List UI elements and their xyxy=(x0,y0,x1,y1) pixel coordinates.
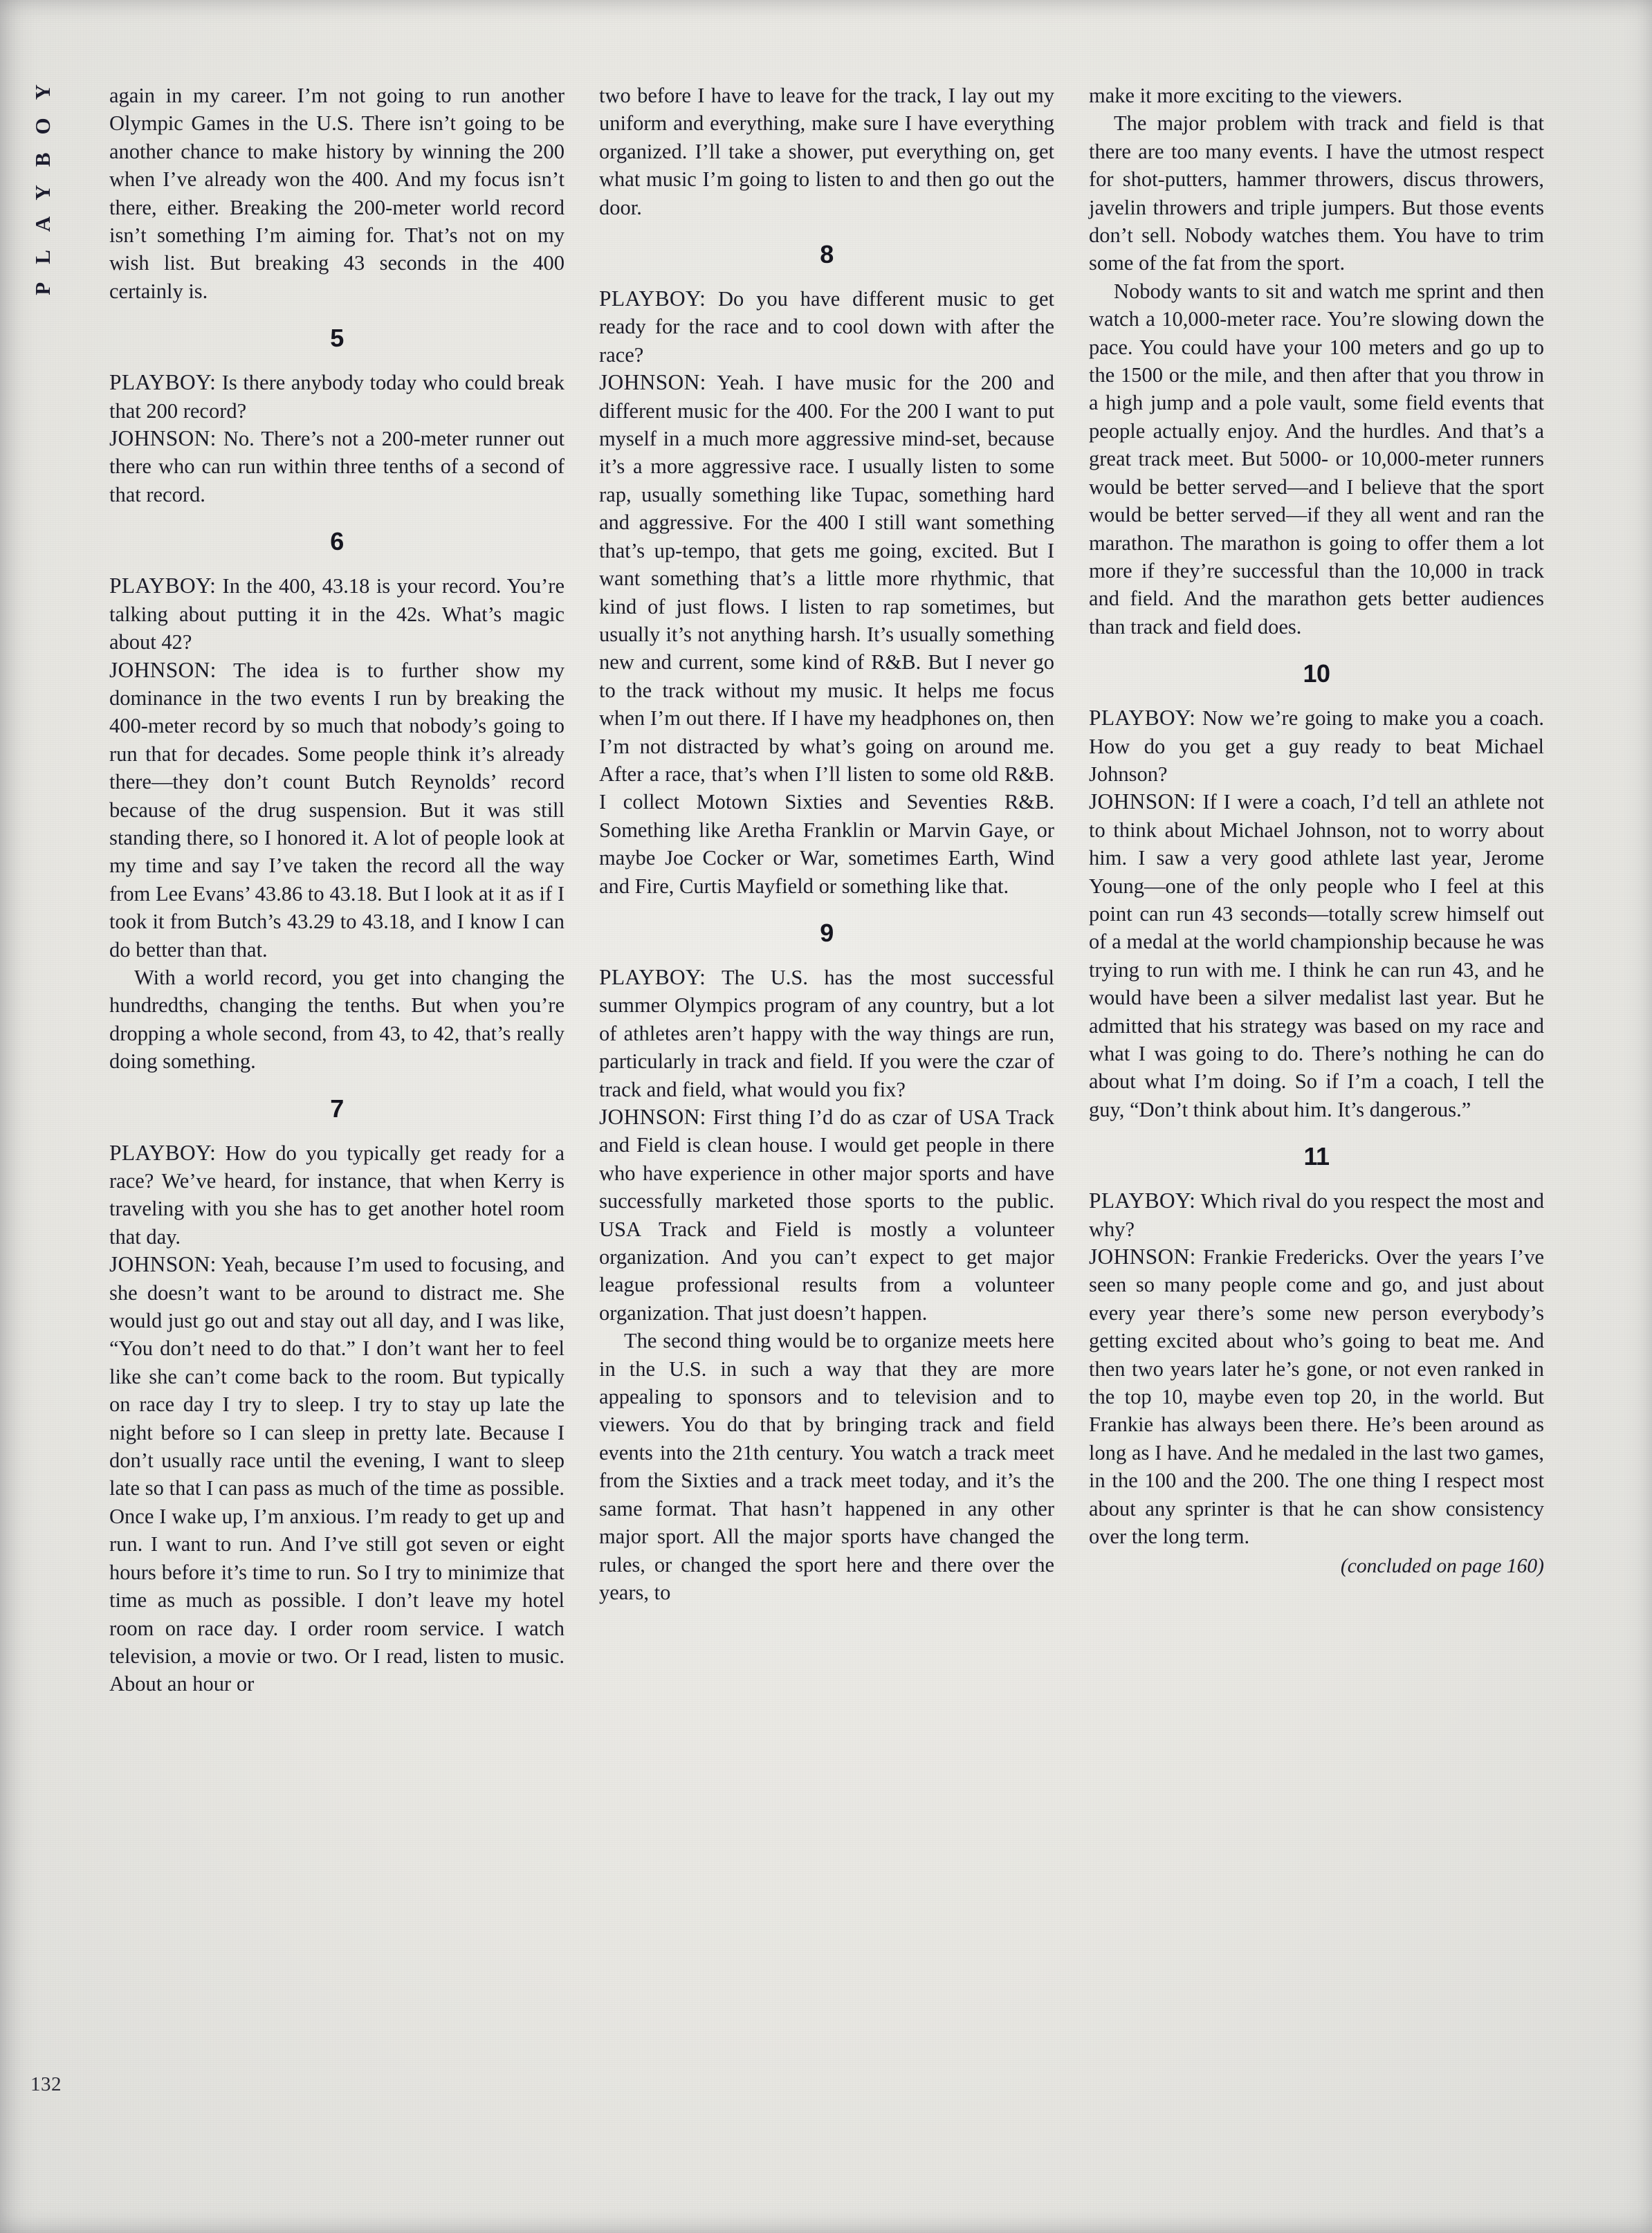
question-text: Which rival do you respect the most and why? xyxy=(1089,1189,1544,1241)
section-number-11: 11 xyxy=(1303,1142,1330,1171)
paragraph-2: The major problem with track and field is that there are too many events. I have the utmost respect for shot-putters, hammer throwers, discus throwers, javelin throwers and triple jumpers. But those events don’t sell. Nobody watches them. You have to trim some of the fat from the sport. xyxy=(1089,111,1544,275)
question-text: Now we’re going to make you a coach. How do you get a guy ready to beat Michael Johnson? xyxy=(1089,706,1544,786)
answer-text: Yeah. I have music for the 200 and different music for the 400. For the 200 I want to put myself in a much more aggressive mind-set, because it’s a more aggressive race. I usually listen to some rap, usually something like Tupac, something hard and aggressive. For the 400 I still want something that’s up-tempo, that gets me going, excited. But I want something that’s a little more rhythmic, that kind of just flows. I listen to rap sometimes, but usually it’s not anything harsh. It’s usually something new and current, some kind of R&B. But I never go to the track without my music. It helps me focus when I’m out there. If I have my headphones on, then I’m not distracted by what’s going on around me. After a race, that’s when I’ll listen to some old R&B. I collect Motown Sixties and Seventies R&B. Something like Aretha Franklin or Marvin Gaye, or maybe Joe Cocker or War, sometimes Earth, Wind and Fire, Curtis Mayfield or something like that. xyxy=(599,371,1055,898)
speaker-label-johnson: JOHNSON: xyxy=(109,657,217,682)
answer-text: Yeah, because I’m used to focusing, and she doesn’t want to be around to distract me. She would just go out and stay out all day, and I was like, “You don’t need to do that.” I don’t want her to feel like she can’t come back to the room. But typically on race day I try to sleep. I try to stay up late the night before so I can sleep in pretty late. Because I don’t usually race until the evening, I want to sleep late so that I can pass as much of the time as possible. Once I wake up, I’m anxious. I’m ready to get up and run. I want to run. And I’ve still got seven or eight hours before it’s time to run. So I try to minimize that time as much as possible. I don’t leave my hotel room on race day. I order room service. I watch television, a movie or two. Or I read, listen to music. About an hour or xyxy=(109,1253,565,1696)
qa-block-9-answer-continued: The second thing would be to organize meets here in the U.S. in such a way that they are more appealing to sponsors and to television and to viewers. You do that by bringing track and field events into the 21th century. You watch a track meet from the Sixties and a track meet today, and it’s the same format. That hasn’t happened in any other major sport. All the major sports have changed the rules, or changed the sport here and there over the years, to xyxy=(599,1329,1054,1604)
speaker-label-johnson: JOHNSON: xyxy=(599,1105,706,1129)
qa-block-6-answer-continued: With a world record, you get into changing the hundredths, changing the tenths. But when you’re dropping a whole second, from 43, to 42, that’s really doing something. xyxy=(109,965,565,1074)
qa-block-7-answer xyxy=(109,1251,565,1698)
paragraph-3: Nobody wants to sit and watch me sprint and then watch a 10,000-meter race. You’re slowing down the pace. You could have your 100 meters and go up to the 1500 or the mile, and then after that you throw in a high jump and a pole vault, some field events that people actually enjoy. And the hurdles. And that’s a great track meet. But 5000- or 10,000-meter runners would be better served—and I believe that the sport would be better served—if they all went and ran the marathon. The marathon is going to offer them a lot more if they’re successful than the 10,000 in track and field. And the marathon gets better audiences than track and field does. xyxy=(1089,279,1544,638)
qa-block-6-question xyxy=(109,572,565,656)
qa-block-10-answer xyxy=(1089,788,1544,1123)
text-column-1 xyxy=(109,82,565,1698)
speaker-label-johnson: JOHNSON: xyxy=(1089,1244,1196,1269)
section-number-7: 7 xyxy=(330,1094,344,1123)
qa-block-7-question xyxy=(109,1139,565,1251)
page-number: 132 xyxy=(30,2073,62,2095)
qa-block-10-question xyxy=(1089,704,1544,788)
paragraph-continued: two before I have to leave for the track, I lay out my uniform and everything, make sure I have everything organized. I’ll take a shower, put everything on, get what music I’m going to listen to and then go out the door. xyxy=(599,84,1054,219)
speaker-label-playboy: PLAYBOY: xyxy=(1089,706,1196,730)
speaker-label-johnson: JOHNSON: xyxy=(599,370,706,395)
text-column-2 xyxy=(599,82,1054,1606)
question-text: In the 400, 43.18 is your record. You’re talking about putting it in the 42s. What’s magic about 42? xyxy=(109,574,565,654)
text-column-3 xyxy=(1089,82,1544,1580)
answer-text: The idea is to further show my dominance in the two events I run by breaking the 400-meter record by so much that nobody’s going to run that for decades. Some people think it’s already there—they don’t count Butch Reynolds’ record because of the drug suspension. But it was still standing there, so I honored it. A lot of people look at my time and say I’ve taken the record all the way from Lee Evans’ 43.86 to 43.18. But I look at it as if I took it from Butch’s 43.29 to 43.18, and I know I can do better than that. xyxy=(109,658,565,962)
speaker-label-playboy: PLAYBOY: xyxy=(599,286,706,311)
question-text: Do you have different music to get ready for the race and to cool down with after the race? xyxy=(599,287,1054,367)
qa-block-9-answer xyxy=(599,1103,1054,1327)
speaker-label-johnson: JOHNSON: xyxy=(109,426,217,451)
qa-block-6-answer xyxy=(109,656,565,964)
question-text: How do you typically get ready for a race? We’ve heard, for instance, that when Kerry is traveling with you she has to get another hotel room that day. xyxy=(109,1141,565,1249)
answer-text: No. There’s not a 200-meter runner out there who can run within three tenths of a second of that record. xyxy=(109,427,565,506)
qa-block-5-answer xyxy=(109,425,565,508)
speaker-label-playboy: PLAYBOY: xyxy=(109,370,217,395)
answer-text: Frankie Fredericks. Over the years I’ve seen so many people come and go, and just about every year there’s some new person everybody’s getting excited about who’s going to beat me. And then two years later he’s gone, or not even ranked in the top 10, maybe even top 20, in the world. But Frankie has always been there. He’s been around as long as I have. And he medaled in the last two games, in the 100 and the 200. The one thing I respect most about any sprinter is that he can show consistency over the long term. xyxy=(1089,1245,1544,1549)
qa-block-9-question xyxy=(599,964,1054,1103)
speaker-label-johnson: JOHNSON: xyxy=(1089,789,1196,814)
section-number-5: 5 xyxy=(330,324,344,353)
concluded-note: (concluded on page 160) xyxy=(1340,1554,1544,1577)
section-number-9: 9 xyxy=(820,918,834,947)
paragraph-continued: make it more exciting to the viewers. xyxy=(1089,84,1403,107)
paragraph-continued: again in my career. I’m not going to run another Olympic Games in the U.S. There isn’t going to be another chance to make history by winning the 200 when I’ve already won the 400. And my focus isn’t there, either. Breaking the 200-meter world record isn’t something I’m aiming for. That’s not on my wish list. But breaking 43 seconds in the 400 certainly is. xyxy=(109,84,565,303)
speaker-label-playboy: PLAYBOY: xyxy=(599,964,706,989)
qa-block-8-answer xyxy=(599,369,1054,900)
magazine-masthead-vertical: PLAYBOY xyxy=(30,66,55,295)
answer-text: If I were a coach, I’d tell an athlete not to think about Michael Johnson, not to worry about him. I saw a very good athlete last year, Jerome Young—one of the only people who I feel at this point can run 43 seconds—totally screw himself out of a medal at the world championship because he was trying to run with me. I think he can run 43, and he would have been a silver medalist last year. But he admitted that his strategy was based on my race and what I was going to do. There’s nothing he can do about what I’m doing. So if I’m a coach, I tell the guy, “Don’t think about him. It’s dangerous.” xyxy=(1089,790,1544,1121)
section-number-8: 8 xyxy=(820,240,834,269)
question-text: The U.S. has the most successful summer Olympics program of any country, but a lot of athletes aren’t happy with the way things are run, particularly in track and field. If you were the czar of track and field, what would you fix? xyxy=(599,965,1054,1101)
speaker-label-playboy: PLAYBOY: xyxy=(1089,1188,1196,1213)
speaker-label-johnson: JOHNSON: xyxy=(109,1252,217,1277)
section-number-6: 6 xyxy=(330,527,344,556)
qa-block-8-question xyxy=(599,285,1054,369)
qa-block-11-answer xyxy=(1089,1243,1544,1550)
question-text: Is there anybody today who could break that 200 record? xyxy=(109,371,565,423)
qa-block-5-question xyxy=(109,369,565,425)
answer-text: First thing I’d do as czar of USA Track and Field is clean house. I would get people in there who have experience in other major sports and have successfully marketed those sports to the public. USA Track and Field is mostly a volunteer organization. And you can’t expect to get major league professional results from a volunteer organization. That just doesn’t happen. xyxy=(599,1105,1055,1325)
section-number-10: 10 xyxy=(1303,659,1330,688)
qa-block-11-question xyxy=(1089,1187,1544,1243)
speaker-label-playboy: PLAYBOY: xyxy=(109,573,217,598)
speaker-label-playboy: PLAYBOY: xyxy=(109,1140,217,1165)
